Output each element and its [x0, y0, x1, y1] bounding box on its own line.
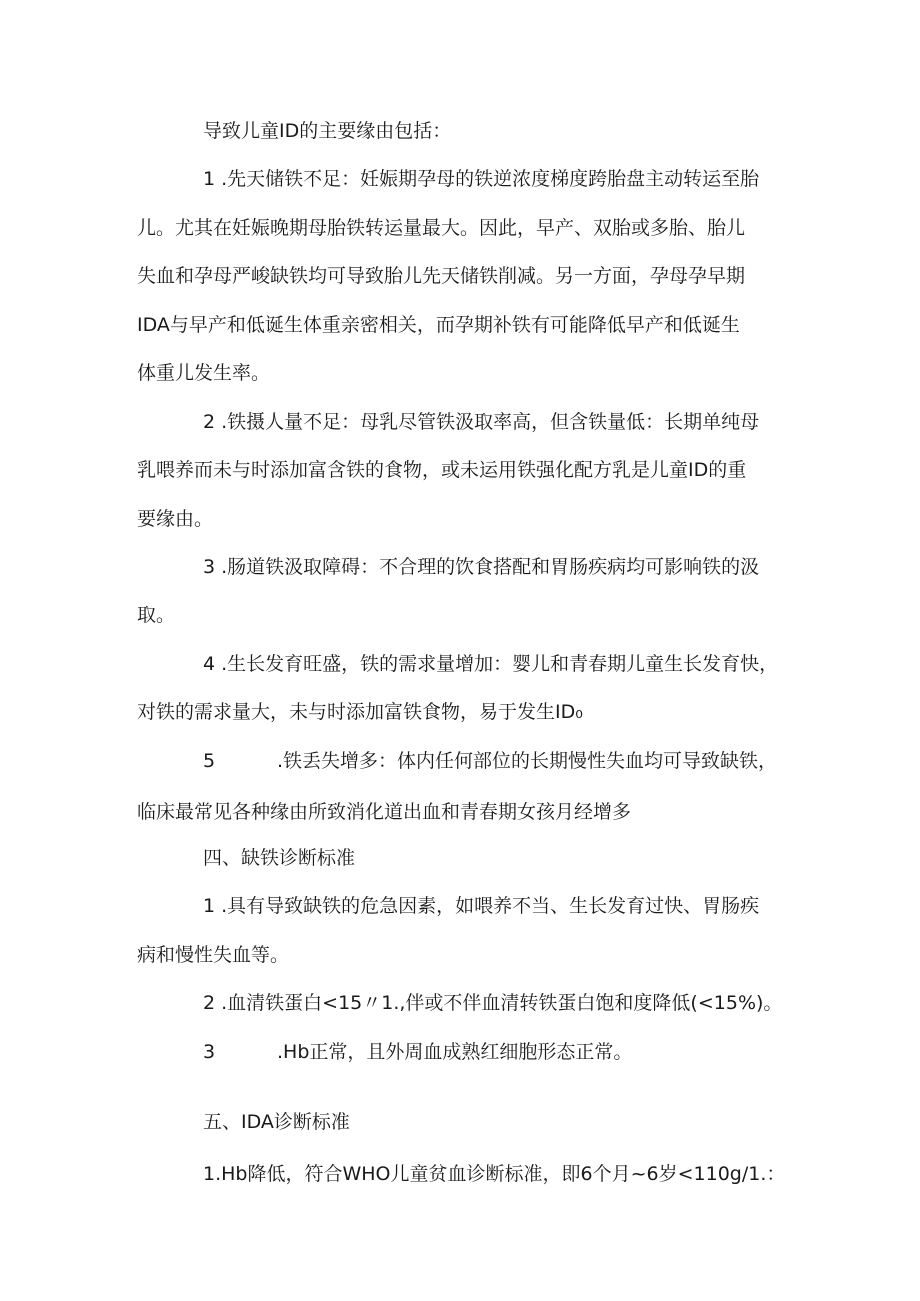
list-number: 5	[203, 750, 216, 772]
text-line: 1 .先天储铁不足：妊娠期孕母的铁逆浓度梯度跨胎盘主动转运至胎	[203, 168, 760, 190]
text-line: 2 .铁摄人量不足：母乳尽管铁汲取率高，但含铁量低：长期单纯母	[203, 411, 760, 433]
text-line: 要缘由。	[137, 508, 214, 530]
section-heading: 四、缺铁诊断标准	[203, 847, 356, 869]
text-line: 导致儿童ID的主要缘由包括：	[203, 120, 452, 142]
text-line: 体重儿发生率。	[137, 362, 271, 384]
text-line: 1 .具有导致缺铁的危急因素，如喂养不当、生长发育过快、胃肠疾	[203, 895, 760, 917]
text-line: 儿。尤其在妊娠晚期母胎铁转运量最大。因此，早产、双胎或多胎、胎儿	[137, 217, 746, 239]
text-line: 4 .生长发育旺盛，铁的需求量增加：婴儿和青春期儿童生长发育快，	[203, 653, 779, 675]
text-line: 病和慢性失血等。	[137, 944, 290, 966]
text-line: 1.Hb降低，符合WHO儿童贫血诊断标准，即6个月~6岁<110g/1.：	[203, 1163, 786, 1185]
text-line: 3 .肠道铁汲取障碍：不合理的饮食搭配和胃肠疾病均可影响铁的汲	[203, 556, 760, 578]
section-heading: 五、IDA诊断标准	[203, 1111, 350, 1133]
text-line: .Hb正常，且外周血成熟红细胞形态正常。	[277, 1041, 633, 1063]
text-line: 对铁的需求量大，未与时添加富铁食物，易于发生ID₀	[137, 701, 583, 723]
text-line: 乳喂养而未与时添加富含铁的食物，或未运用铁强化配方乳是儿童ID的重	[137, 459, 747, 481]
text-line: 2 .血清铁蛋白<15〃1.,伴或不伴血清转铁蛋白饱和度降低(<15%)。	[203, 992, 783, 1014]
text-line: 失血和孕母严峻缺铁均可导致胎儿先天储铁削减。另一方面，孕母孕早期	[137, 265, 746, 287]
text-line: IDA与早产和低诞生体重亲密相关，而孕期补铁有可能降低早产和低诞生	[137, 314, 740, 336]
text-line: 取。	[137, 604, 176, 626]
text-line: .铁丢失增多：体内任何部位的长期慢性失血均可导致缺铁，	[277, 750, 778, 772]
text-line: 临床最常见各种缘由所致消化道出血和青春期女孩月经增多	[137, 801, 632, 823]
list-number: 3	[203, 1041, 216, 1063]
